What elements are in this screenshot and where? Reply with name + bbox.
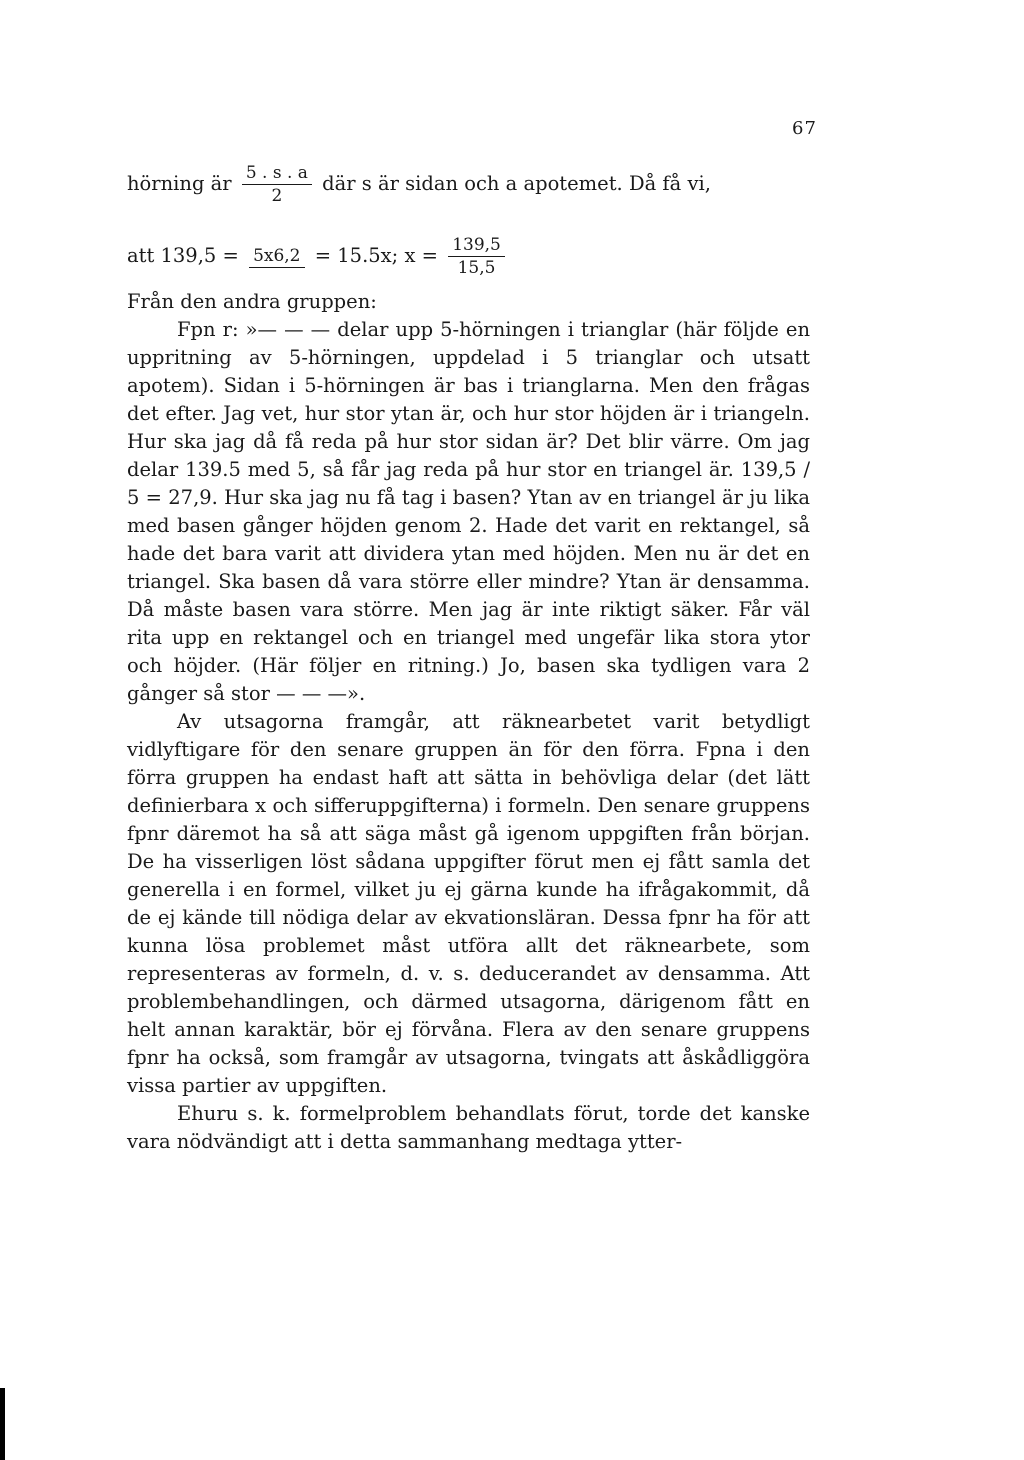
formula-1-lead: hörning är — [127, 172, 232, 195]
formula-2-mid: = 15.5x; x = — [314, 244, 438, 267]
quote-part-1: Fpn r: »— — — delar upp 5-hörningen i trianglar (här följde en uppritning av 5-hörningen, uppdelad i 5 trianglar och utsatt apotem). Sidan i 5-hörningen är bas i trianglarna. Men den frågas det efter. Jag vet, hur stor ytan är, och hur stor höjden är i triangeln. Hur ska jag då få reda på hur stor sidan är? Det blir värre. Om jag delar 139.5 med 5, så får jag reda på hur stor en triangel är. — [127, 318, 810, 481]
scan-edge-mark — [0, 1388, 5, 1460]
paragraph-analysis: Av utsagorna framgår, att räknearbetet varit betydligt vidlyftigare för den senare gruppen än för den förra. Fpna i den förra gruppen ha endast haft att sätta in behövliga delar (det lätt definierbara x och sifferuppgifterna) i formeln. Den senare gruppens fpnr däremot ha så att säga måst gå igenom uppgiften från början. De ha visserligen löst sådana uppgifter förut men ej fått samla det generella i en formel, vilket ju ej gärna kunde ha ifrågakommit, då de ej kände till nödiga delar av ekvationsläran. Dessa fpnr ha för att kunna lösa problemet måst utföra allt det räknearbete, som representeras av formeln, d. v. s. deducerandet av densamma. Att problembehandlingen, och därmed utsagorna, därigenom fått en helt annan karaktär, bör ej förvåna. Flera av den senare gruppens fpnr ha också, som framgår av utsagorna, tvingats att åskådliggöra vissa partier av uppgiften. — [127, 710, 810, 1097]
formula-line-2 — [127, 234, 810, 279]
fraction-s-a — [242, 162, 312, 207]
formula-line-1 — [127, 162, 810, 207]
fraction-numerator: 5x6,2 — [249, 245, 304, 268]
quote-part-2: Hur ska jag nu få tag i basen? Ytan av en triangel är ju lika med basen gånger höjden genom 2. Hade det varit en rektangel, så hade det bara varit att dividera ytan med höjden. Men nu är det en triangel. Ska basen då vara större eller mindre? Ytan är densamma. Då måste basen vara större. Men jag är inte riktigt säker. Får väl rita upp en rektangel och en triangel med ungefär lika stora ytor och höjder. (Här följer en ritning.) Jo, basen ska tydligen vara 2 gånger så stor — — —». — [127, 486, 810, 705]
fraction-numerator: 5 . s . a — [242, 162, 312, 185]
paragraph-pupil-quote — [127, 316, 810, 708]
paragraph-closing: Ehuru s. k. formelproblem behandlats förut, torde det kanske vara nödvändigt att i detta sammanhang medtaga ytter- — [127, 1102, 810, 1153]
fraction-denominator: 2 — [271, 186, 283, 206]
page-number: 67 — [792, 118, 817, 139]
body-text — [127, 288, 810, 1156]
fraction-5x6 — [249, 245, 304, 268]
fraction-139-over-15 — [448, 234, 505, 279]
formula-1-tail: där s är sidan och a apotemet. Då få vi, — [322, 172, 711, 195]
fraction-numerator: 139,5 — [448, 234, 505, 257]
inline-division: 139,5 / 5 = 27,9. — [127, 458, 811, 509]
paragraph-group-heading: Från den andra gruppen: — [127, 290, 377, 313]
fraction-denominator: 15,5 — [457, 258, 496, 278]
formula-2-lead: att 139,5 = — [127, 244, 239, 267]
